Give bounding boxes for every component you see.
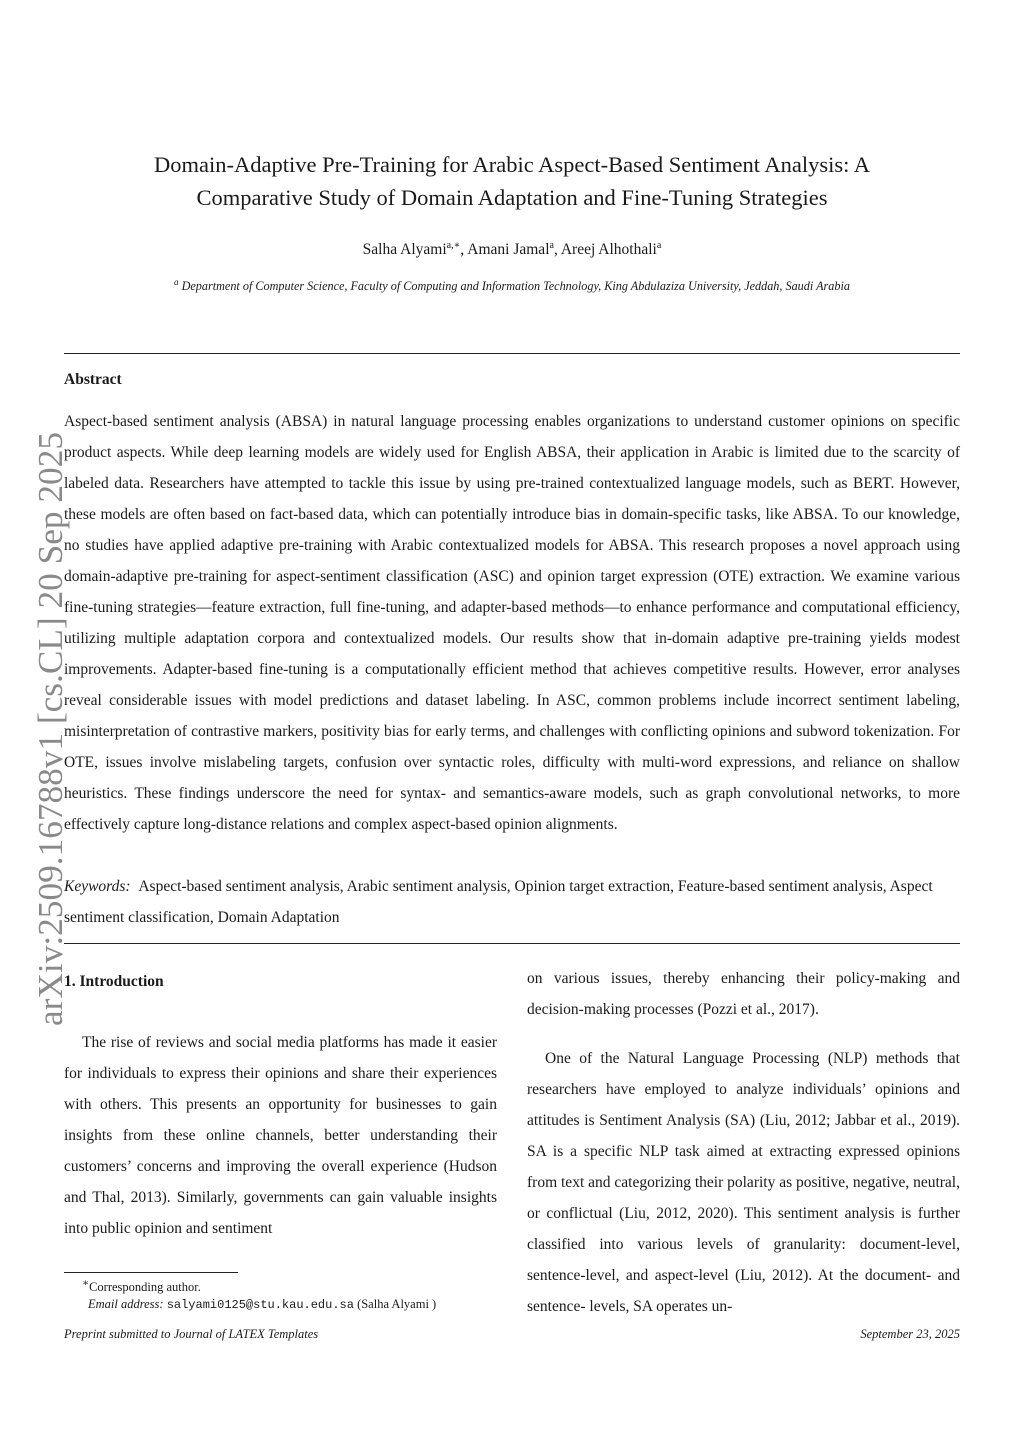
title-line-2: Comparative Study of Domain Adaptation and Fine-Tuning Strategies (196, 185, 828, 210)
intro-paragraph-2: One of the Natural Language Processing (NLP) methods that researchers have employed to analyze individuals’ opinions and attitudes is Sentiment Analysis (SA) (Liu, 2012; Jabbar et al., 2019). SA is a specific NLP task aimed at extracting expressed opinions from text and categorizing their polarity as positive, negative, neutral, or conflictual (Liu, 2012, 2020). This sentiment analysis is further classified into various levels of granularity: document-level, sentence-level, and aspect-level (Liu, 2012). At the document- and sentence- levels, SA operates un- (527, 1050, 960, 1315)
footnote-rule (64, 1272, 238, 1273)
author-separator: , (460, 241, 468, 259)
abstract-bottom-rule (64, 943, 960, 944)
email-address: salyami0125@stu.kau.edu.sa (166, 1298, 354, 1312)
affiliation-text: Department of Computer Science, Faculty of Computing and Information Technology, King Abdulaziza University, Jeddah, Saudi Arabia (181, 279, 850, 294)
author-name: Amani Jamal (467, 241, 550, 259)
keywords-text: Aspect-based sentiment analysis, Arabic sentiment analysis, Opinion target extraction, Feature-based sentiment analysis, Aspect sentiment classification, Domain Adaptation (64, 878, 933, 926)
paper-title (64, 148, 960, 214)
affiliation (64, 277, 960, 294)
author-name: Salha Alyami (362, 241, 447, 259)
keywords-label: Keywords: (64, 878, 131, 895)
left-column (64, 966, 497, 1244)
footnote-email (88, 1297, 436, 1312)
footer-date: September 23, 2025 (860, 1327, 960, 1341)
author-superscript: a,∗ (446, 240, 461, 251)
abstract-top-rule (64, 353, 960, 354)
footnote-text: Corresponding author. (89, 1280, 201, 1295)
footnote-corresponding (82, 1277, 201, 1295)
affiliation-superscript: a (174, 277, 179, 287)
right-column (527, 963, 960, 1322)
abstract-heading: Abstract (64, 371, 122, 388)
intro-paragraph-1-continued: on various issues, thereby enhancing their policy-making and decision-making processes (Pozzi et al., 2017). (527, 970, 960, 1018)
section-heading-introduction: 1. Introduction (64, 973, 164, 990)
keywords (64, 871, 960, 933)
author-name: Areej Alhothali (560, 241, 657, 259)
footer-journal: Preprint submitted to Journal of LATEX Templates (64, 1327, 319, 1341)
author-list (64, 240, 960, 259)
email-owner: (Salha Alyami ) (357, 1297, 437, 1311)
arxiv-watermark-text: arXiv:2509.16788v1 [cs.CL] 20 Sep 2025 (32, 445, 70, 1026)
author-separator: , (553, 241, 561, 259)
author-superscript: a (549, 240, 554, 251)
author-superscript: a (656, 240, 662, 251)
title-line-1: Domain-Adaptive Pre-Training for Arabic Aspect-Based Sentiment Analysis: A (154, 152, 870, 177)
email-label: Email address: (88, 1297, 164, 1311)
intro-paragraph-1: The rise of reviews and social media platforms has made it easier for individuals to express their opinions and share their experiences with others. This presents an opportunity for businesses to gain insights from these online channels, better understanding their customers’ concerns and improving the overall experience (Hudson and Thal, 2013). Similarly, governments can gain valuable insights into public opinion and sentiment (64, 1034, 497, 1237)
footnote-mark: ∗ (82, 1278, 90, 1289)
abstract-text: Aspect-based sentiment analysis (ABSA) in natural language processing enables organizations to understand customer opinions on specific product aspects. While deep learning models are widely used for English ABSA, their application in Arabic is limited due to the scarcity of labeled data. Researchers have attempted to tackle this issue by using pre-trained contextualized language models, such as BERT. However, these models are often based on fact-based data, which can potentially introduce bias in domain-specific tasks, like ABSA. To our knowledge, no studies have applied adaptive pre-training with Arabic contextualized models for ABSA. This research proposes a novel approach using domain-adaptive pre-training for aspect-sentiment classification (ASC) and opinion target expression (OTE) extraction. We examine various fine-tuning strategies—feature extraction, full fine-tuning, and adapter-based methods—to enhance performance and computational efficiency, utilizing multiple adaptation corpora and contextualized models. Our results show that in-domain adaptive pre-training yields modest improvements. Adapter-based fine-tuning is a computationally efficient method that achieves competitive results. However, error analyses reveal considerable issues with model predictions and dataset labeling. In ASC, common problems include incorrect sentiment labeling, misinterpretation of contrastive markers, positivity bias for early terms, and challenges with conflicting opinions and subword tokenization. For OTE, issues involve mislabeling targets, confusion over syntactic roles, difficulty with multi-word expressions, and reliance on shallow heuristics. These findings underscore the need for syntax- and semantics-aware models, such as graph convolutional networks, to more effectively capture long-distance relations and complex aspect-based opinion alignments. (64, 413, 960, 833)
